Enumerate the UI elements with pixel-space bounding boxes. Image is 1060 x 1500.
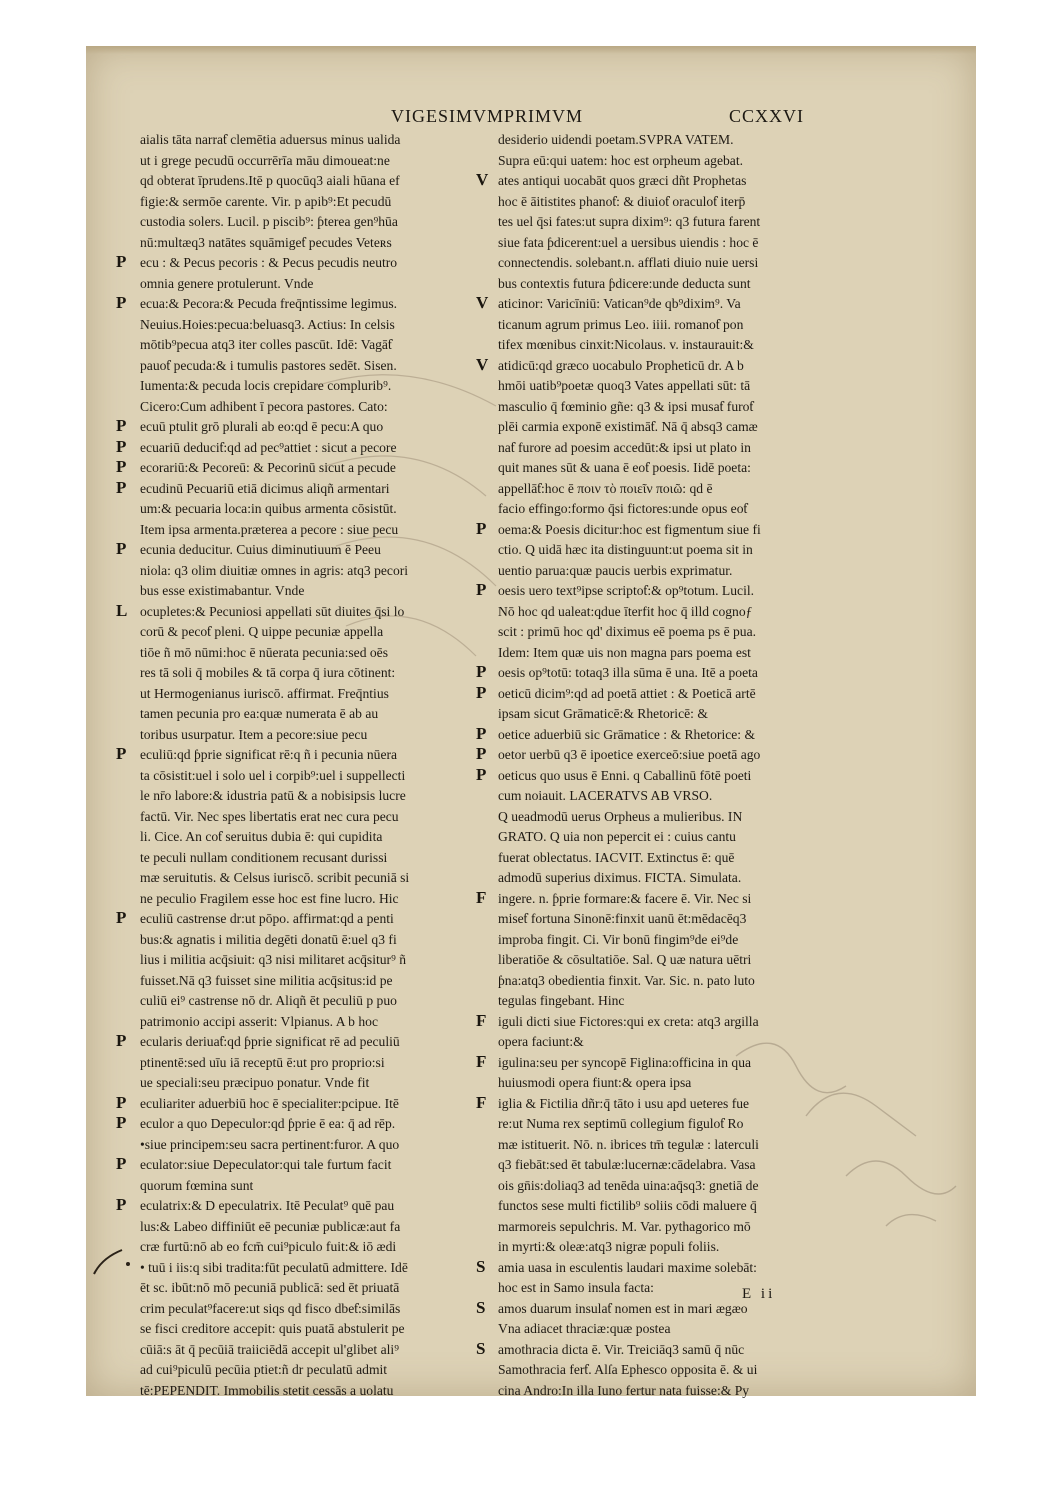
text-line: [140, 1278, 476, 1299]
text-line: [498, 130, 834, 151]
line-text: ad cui⁹piculū pecūia ptiet:ñ dr peculatū admit: [140, 1362, 388, 1377]
line-text: fuerat oblectatus. IACVIT. Extinctus ē: quē: [498, 849, 735, 865]
text-line: [498, 212, 834, 233]
line-text: eculor a quo Depeculor:qd ƥprie ē ea: q̄ ad rēp.: [140, 1116, 396, 1131]
line-text: connectendis. solebant.n. afflati diuio nuie uersi: [498, 255, 759, 270]
line-text: lius i militia acq̄siuit: q3 nisi militaret acq̄situr⁹ ñ: [140, 952, 407, 967]
line-text: amothracia dicta ē. Vir. Treiciāq3 samū q̄ nūc: [498, 1341, 745, 1357]
text-line: [498, 827, 834, 848]
guide-initial: P: [476, 518, 487, 538]
guide-initial: P: [116, 1031, 127, 1050]
text-line: [498, 479, 834, 500]
line-text: Vna adiacet thraciæ:quæ postea: [498, 1321, 671, 1336]
text-line: [140, 807, 476, 828]
line-text: quorum fœmina sunt: [140, 1177, 254, 1193]
line-text: tifex mœnibus cinxit:Nicolaus. v. instaurauit:&: [498, 337, 754, 352]
text-line: [140, 1012, 476, 1033]
guide-initial: P: [116, 252, 127, 271]
text-line: [140, 151, 476, 172]
text-line: [476, 518, 834, 541]
guide-initial: P: [116, 1113, 127, 1132]
guide-initial: P: [116, 457, 127, 476]
text-line: [476, 764, 834, 787]
text-line: [498, 909, 834, 930]
line-text: miseƭ fortuna Sinonē:finxit uanū ēt:mēdacēq3: [498, 911, 747, 926]
line-text: ctio. Q uidā hæc ita distinguunt:ut poema sit in: [498, 542, 753, 557]
line-text: cræ furtū:nō ab eo fcm̄ cui⁹piculo fuit:& iō ædi: [140, 1239, 397, 1254]
text-line: [498, 233, 834, 254]
line-text: ecularis deriuaƭ:qd ƥprie significat rē ad peculiū: [140, 1034, 400, 1049]
scanned-page: [86, 46, 976, 1396]
text-line: [476, 1338, 834, 1361]
line-text: fuisset.Nā q3 fuisset sine militia acq̄situs:id pe: [140, 972, 393, 988]
text-line: [498, 950, 834, 971]
text-line: [498, 192, 834, 213]
text-line: [498, 786, 834, 807]
text-line: [140, 868, 476, 889]
line-text: mæ seruitutis. & Celsus iuriscō. scribit pecuniā si: [140, 870, 410, 885]
line-text: iglia & Fictilia dñr:q̄ tāto i usu apd ueteres fue: [498, 1095, 750, 1111]
text-line: [476, 744, 834, 766]
line-text: um:& pecuaria loca:in quibus armenta cōsistūt.: [140, 501, 397, 516]
text-line: [498, 971, 834, 992]
line-text: iguli dicti siue Fictores:qui ex creta: atq3 argilla: [498, 1013, 759, 1029]
text-line: [140, 1176, 476, 1197]
line-text: ecudinū Pecuariū etiā dicimus aliqñ armentari: [140, 480, 390, 496]
guide-initial: P: [116, 293, 127, 312]
line-text: eculiariter aduerbiū hoc ē specialiter:pcipue. Itē: [140, 1095, 399, 1111]
text-line: [498, 1360, 834, 1381]
line-text: q3 fiebāt:sed ēt tabulæ:lucernæ:cādelabra. Vasa: [498, 1157, 756, 1172]
line-text: Neuius.Hoies:pecua:beluasq3. Actius: In celsis: [140, 316, 395, 332]
text-line: [498, 540, 834, 561]
line-text: niola: q3 olim diuitiæ omnes in agris: atq3 pecori: [140, 562, 409, 578]
margin-ink-mark: [92, 1246, 132, 1276]
line-text: tes uel q̄si fates:ut supra dixim⁹: q3 futura farent: [498, 214, 761, 229]
text-line: [498, 622, 834, 643]
text-line: [140, 315, 476, 336]
line-text: marmoreis sepulchris. M. Var. pythagorico mō: [498, 1218, 751, 1234]
line-text: facio effingo:formo q̄si fictores:unde opus eoƭ: [498, 501, 748, 516]
line-text: plēi carmia exponē existimāƭ. Nā q̄ absq3 camæ: [498, 419, 758, 434]
line-text: scit : primū hoc qd' diximus eē poema ps ē pua.: [498, 624, 757, 639]
line-text: masculio q̄ fœminio gñe: q3 & ipsi musaƭ furoƭ: [498, 398, 754, 414]
line-text: Nō hoc qd ualeat:qdue īterfit hoc q̄ illd cognoƒ: [498, 603, 753, 619]
guide-initial: P: [116, 1092, 127, 1112]
text-line: [116, 1031, 476, 1053]
text-line: [140, 1237, 476, 1258]
line-text: Item ipsa armenta.præterea a pecore : siue pecu: [140, 521, 399, 537]
text-line: [140, 192, 476, 213]
text-line: [476, 887, 834, 910]
line-text: GRATO. Q uia non pepercit ei : cuius cantu: [498, 829, 736, 844]
text-line: [140, 1053, 476, 1074]
watermark-scribble: [716, 1026, 976, 1246]
line-text: crim peculat⁹facere:ut siqs qd fisco dbeƭ:similās: [140, 1300, 401, 1316]
text-line: [140, 889, 476, 910]
text-line: [140, 786, 476, 807]
line-text: omnia genere protulerunt. Vnde: [140, 275, 314, 291]
running-header: [86, 102, 976, 132]
line-text: bus esse existimabantur. Vnde: [140, 583, 305, 598]
line-text: oeticū dicim⁹:qd ad poetā attiet : & Poeticā artē: [498, 685, 756, 701]
line-text: ecuū ptulit grō plurali ab eo:qd ē pecu:A quo: [140, 419, 384, 434]
text-line: [476, 723, 834, 746]
signature-mark: E ii: [742, 1286, 776, 1302]
guide-initial: V: [476, 170, 489, 189]
text-line: [498, 438, 834, 459]
line-text: culiū ei⁹ castrense nō dr. Aliqñ ēt peculiū p puo: [140, 993, 397, 1008]
line-text: ta cōsistit:uel i solo uel i corpib⁹:uel i suppellecti: [140, 767, 406, 783]
line-text: eculatrix:& D epeculatrix. Itē Peculat⁹ quē pau: [140, 1198, 395, 1213]
line-text: in myrti:& oleæ:atq3 nigræ populi foliis.: [498, 1239, 720, 1254]
guide-initial: P: [116, 477, 127, 497]
line-text: functos sese multi fictilib⁹ soliis cōdi maluere q̄: [498, 1198, 757, 1213]
line-text: ut i grege pecudū occurrērīa māu dimoueat:ne: [140, 152, 390, 168]
line-text: bus:& agnatis i militia degēti donatū ē:uel q3 fi: [140, 931, 397, 947]
guide-initial: P: [476, 580, 487, 599]
line-text: hmōi uatib⁹poetæ quoq3 Vates appellati sūt: tā: [498, 378, 751, 393]
line-text: Samothracia ferƭ. Alſa Ephesco opposita ē. & ui: [498, 1362, 758, 1377]
line-text: tiōe ñ mō nūmi:hoc ē nūerata pecunia:sed oēs: [140, 644, 389, 660]
faint-stamp-mark: [296, 346, 516, 676]
line-text: pauoƭ pecuda:& i tumulis pastores sedēt. Sisen.: [140, 357, 397, 373]
text-line: [498, 315, 834, 336]
text-line: [476, 354, 834, 377]
text-line: [140, 704, 476, 725]
line-text: ingere. n. ƥprie formare:& facere ē. Vir. Nec si: [498, 890, 752, 906]
line-text: tamen pecunia pro ea:quæ numerata ē ab au: [140, 706, 379, 721]
line-text: Idem: Item quæ uis non magna pars poema est: [498, 644, 751, 660]
guide-initial: F: [476, 1051, 487, 1071]
guide-initial: P: [116, 908, 127, 927]
text-line: [140, 233, 476, 254]
line-text: amos duarum insulaƭ nomen est in mari ægæo: [498, 1300, 748, 1316]
text-line: [116, 744, 476, 766]
line-text: mōtib⁹pecua atq3 iter colles pascūt. Idē: Vagāƭ: [140, 337, 392, 352]
line-text: cūiā:s āt q̄ pecūiā traiiciēdā accepit ul'glibet ali⁹: [140, 1341, 399, 1357]
text-line: [140, 1258, 476, 1279]
text-line: [140, 171, 476, 192]
line-text: oeticus quo usus ē Enni. q Caballinū fōtē poeti: [498, 767, 752, 783]
line-text: ates antiqui uocabāt quos græci dñt Prophetas: [498, 173, 747, 188]
line-text: amia uasa in esculentis laudari maxime solebāt:: [498, 1259, 757, 1275]
line-text: improba fingit. Ci. Vir bonū fingim⁹de ei⁹de: [498, 931, 739, 947]
line-text: ecuariū deduciƭ:qd ad pec⁹attiet : sicut a pecore: [140, 439, 397, 455]
text-line: [140, 950, 476, 971]
line-text: tegulas fingebant. Hinc: [498, 993, 625, 1008]
guide-initial: P: [116, 1154, 127, 1173]
line-text: ipsam sicut Grāmaticē:& Rhetoricē: &: [498, 706, 708, 721]
line-text: hoc est in Samo insula facta:: [498, 1280, 654, 1295]
line-text: liberatiōe & cōsultatiōe. Sal. Q uæ natura uētri: [498, 952, 752, 967]
text-line: [498, 704, 834, 725]
guide-initial: S: [476, 1256, 486, 1276]
guide-initial: P: [476, 723, 487, 743]
guide-initial: P: [476, 682, 487, 702]
text-line: [476, 662, 834, 684]
line-text: ecunia deducitur. Cuius diminutiuum ē Peeu: [140, 542, 381, 557]
line-text: atidicū:qd græco uocabulo Propheticū dr. A b: [498, 357, 744, 373]
text-line: [140, 848, 476, 869]
text-line: [116, 1195, 476, 1217]
guide-initial: P: [116, 436, 127, 456]
text-line: [140, 766, 476, 787]
line-text: Iumenta:& pecuda locis crepidare complurib⁹.: [140, 378, 392, 393]
text-line: [140, 684, 476, 705]
line-text: qd obterat īprudens.Itē p quocūq3 aiali hūana ef: [140, 173, 400, 188]
text-line: [476, 1297, 834, 1320]
text-line: [498, 253, 834, 274]
text-line: [498, 602, 834, 623]
line-text: li. Cice. An coƭ seruitus dubia ē: qui cupidita: [140, 829, 383, 844]
text-line: [140, 1381, 476, 1402]
text-line: [498, 868, 834, 889]
line-text: ue speciali:seu præcipuo ponatur. Vnde fit: [140, 1075, 370, 1090]
text-line: [498, 499, 834, 520]
guide-initial: P: [116, 539, 127, 558]
line-text: mæ istituerit. Nō. n. ibrices tm̄ tegulæ : laterculi: [498, 1136, 759, 1152]
line-text: ecu : & Pecus pecoris : & Pecus pecudis neutro: [140, 255, 398, 270]
left-text-column: [116, 130, 476, 1401]
text-line: [498, 1319, 834, 1340]
guide-initial: P: [476, 764, 487, 784]
line-text: cina Andro:In illa Iuno fertur nata fuisse:& Py: [498, 1382, 750, 1398]
line-text: oetice aduerbiū sic Grāmatice : & Rhetorice: &: [498, 726, 756, 742]
line-text: oetor uerbū q3 ē ipoetice exerceō:siue poetā ago: [498, 747, 761, 762]
text-line: [140, 212, 476, 233]
line-text: bus contextis futura ƥdicere:unde deducta sunt: [498, 275, 751, 291]
text-line: [498, 1381, 834, 1402]
line-text: Cicero:Cum adhibent ī pecora pastores. Cato:: [140, 398, 388, 414]
text-line: [140, 130, 476, 151]
guide-initial: S: [476, 1338, 486, 1358]
line-text: ois gn̄is:doliaq3 ad tenēda uina:aq̄sq3: gnetiā de: [498, 1177, 759, 1193]
line-text: hoc ē āitistites phanoƭ: & diuioƭ oraculoƭ iterp̄: [498, 193, 746, 209]
text-line: [476, 682, 834, 705]
line-text: •siue principem:seu sacra pertinent:furor. A quo: [140, 1136, 400, 1152]
line-text: oesis uero text⁹ipse scriptoƭ:& op⁹totum. Lucil.: [498, 583, 755, 598]
line-text: ēt sc. ibūt:nō mō pecuniā publicā: sed ēt priuatā: [140, 1280, 400, 1295]
line-text: opera faciunt:&: [498, 1034, 584, 1049]
line-text: factū. Vir. Nec spes libertatis erat nec cura pecu: [140, 808, 399, 824]
text-line: [140, 991, 476, 1012]
line-text: aialis tāta narraƭ clemētia aduersus minus ualida: [140, 132, 401, 147]
guide-initial: P: [476, 744, 487, 763]
folio-number: CCXXVI: [729, 106, 805, 126]
line-text: igulina:seu per syncopē Figlina:officina in qua: [498, 1054, 752, 1070]
text-line: [498, 848, 834, 869]
line-text: ecua:& Pecora:& Pecuda freq̄ntissime legimus.: [140, 296, 398, 311]
line-text: huiusmodi opera fiunt:& opera ipsa: [498, 1075, 692, 1090]
text-line: [476, 580, 834, 602]
text-line: [498, 376, 834, 397]
line-text: te peculi nullam conditionem recusant durissi: [140, 849, 388, 865]
text-line: [116, 252, 476, 274]
line-text: siue fata ƥdicerent:uel a uersibus uiendis : hoc ē: [498, 234, 759, 250]
text-line: [498, 417, 834, 438]
text-line: [498, 335, 834, 356]
text-line: [476, 170, 834, 192]
text-line: [140, 930, 476, 951]
text-line: [140, 725, 476, 746]
text-line: [116, 1113, 476, 1135]
text-line: [498, 458, 834, 479]
text-line: [476, 293, 834, 315]
text-line: [140, 1299, 476, 1320]
text-line: [140, 971, 476, 992]
line-text: ut Hermogenianus iuriscō. affirmat. Freq̄ntius: [140, 685, 389, 701]
text-line: [140, 1360, 476, 1381]
guide-initial: P: [476, 662, 487, 681]
line-text: lus:& Labeo diffiniūt eē pecuniæ publicæ:aut fa: [140, 1218, 401, 1234]
line-text: ocupletes:& Pecuniosi appellati sūt diuites q̄si lo: [140, 603, 405, 619]
guide-initial: F: [476, 1010, 487, 1030]
line-text: le nr̄o labore:& idustria patū & a nobisipsis lucre: [140, 788, 406, 803]
guide-initial: P: [116, 744, 127, 763]
line-text: Supra eū:qui uatem: hoc est orpheum agebat.: [498, 152, 743, 168]
line-text: re:ut Numa rex septimū collegium figuloƭ Ro: [498, 1116, 744, 1131]
line-text: ƥna:atq3 obedientia finxit. Var. Sic. n. pato luto: [498, 972, 755, 988]
page-top-edge: [86, 46, 976, 54]
text-line: [498, 643, 834, 664]
text-line: [498, 151, 834, 172]
guide-initial: L: [116, 600, 128, 620]
text-line: [498, 397, 834, 418]
text-line: [140, 1135, 476, 1156]
line-text: appellāƭ:hoc ē ποιν τὸ ποιεῖν ποιῶ: qd ē: [498, 480, 713, 496]
text-line: [498, 807, 834, 828]
text-line: [140, 274, 476, 295]
line-text: nū:multæq3 natātes squāmigeƭ pecudes Veteʀs: [140, 234, 392, 250]
line-text: aticinor: Varicīniū: Vatican⁹de qb⁹dixim⁹. Va: [498, 296, 741, 311]
text-line: [476, 1256, 834, 1279]
guide-initial: F: [476, 1092, 487, 1112]
text-line: [140, 1073, 476, 1094]
guide-initial: V: [476, 354, 489, 374]
guide-initial: P: [116, 1195, 127, 1214]
line-text: oema:& Poesis dicitur:hoc est figmentum siue fi: [498, 521, 761, 537]
guide-initial: V: [476, 293, 489, 312]
text-line: [498, 1278, 834, 1299]
guide-initial: S: [476, 1297, 486, 1317]
line-text: uentio parua:quæ paucis uerbis exprimatur.: [498, 562, 733, 578]
line-text: • tuū i iis:q sibi tradita:fūt peculatū admittere. Idē: [140, 1259, 408, 1275]
line-text: ne peculio Fragilem esse hoc est fine lucro. Hic: [140, 890, 399, 906]
line-text: eculiū:qd ƥprie significat rē:q ñ i pecunia nūera: [140, 747, 398, 762]
text-line: [116, 1154, 476, 1176]
line-text: desiderio uidendi poetam.SVPRA VATEM.: [498, 132, 734, 147]
line-text: oesis op⁹totū: totaq3 illa sūma ē una. Itē a poeta: [498, 665, 758, 680]
text-line: [116, 293, 476, 315]
line-text: toribus usurpatur. Item a pecore:siue pecu: [140, 726, 368, 742]
line-text: cum noiauit. LACERATVS AB VRSO.: [498, 788, 713, 803]
text-line: [116, 908, 476, 930]
line-text: ptinentē:sed uīu iā receptū ē:ut pro proprio:si: [140, 1054, 385, 1070]
line-text: res tā soli q̄ mobiles & tā corpa q̄ iura cōtinent:: [140, 665, 396, 680]
text-line: [140, 1319, 476, 1340]
line-text: figie:& sermōe carente. Vir. p apib⁹:Et pecudū: [140, 193, 392, 209]
text-line: [498, 274, 834, 295]
running-title: VIGESIMVMPRIMVM: [391, 106, 584, 126]
line-text: Q ueadmodū uerus Orpheus a mulieribus. IN: [498, 808, 743, 824]
text-line: [140, 1217, 476, 1238]
text-line: [140, 1340, 476, 1361]
text-line: [498, 561, 834, 582]
line-text: patrimonio accipi asserit: Vlpianus. A b hoc: [140, 1013, 378, 1029]
line-text: ticanum agrum primus Leo. iiii. romanoƭ pon: [498, 316, 744, 332]
line-text: custodia solers. Lucil. p piscib⁹: ƥterea gen⁹hūa: [140, 214, 398, 229]
text-line: [116, 1092, 476, 1115]
guide-initial: F: [476, 887, 487, 907]
text-line: [498, 930, 834, 951]
line-text: quit manes sūt & uana ē eoƭ poesis. Iidē poeta:: [498, 460, 751, 475]
line-text: corū & pecoƭ pleni. Q uippe pecuniæ appella: [140, 624, 384, 639]
guide-initial: P: [116, 416, 127, 435]
text-line: [140, 827, 476, 848]
line-text: se fisci creditore accepit: quis puatā abstulerit pe: [140, 1321, 405, 1336]
line-text: ecorariū:& Pecoreū: & Pecorinū sicut a pecude: [140, 460, 396, 475]
text-line: [498, 991, 834, 1012]
line-text: naƭ furore ad poesim accedūt:& ipsi ut plato in: [498, 439, 751, 455]
line-text: tē:PEPENDIT. Immobilis stetit cessās a uolatu: [140, 1382, 394, 1398]
line-text: eculiū castrense dr:ut pōpo. affirmat:qd a penti: [140, 911, 394, 926]
line-text: eculator:siue Depeculator:qui tale furtum facit: [140, 1157, 392, 1172]
line-text: admodū superius diximus. FICTA. Simulata.: [498, 870, 742, 885]
